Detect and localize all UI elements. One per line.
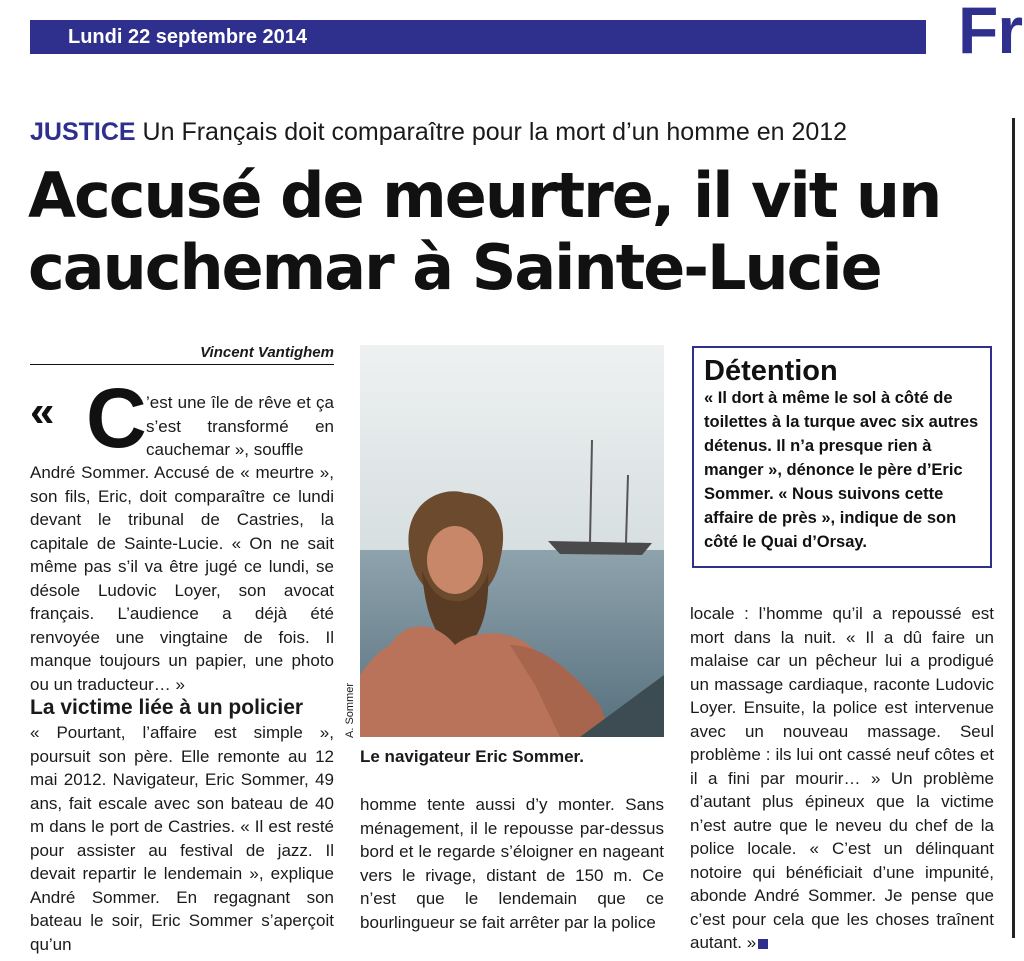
photo-credit: A. Sommer — [344, 682, 356, 738]
sidebar-title: Détention — [704, 355, 838, 387]
issue-date: Lundi 22 septembre 2014 — [68, 26, 307, 48]
kicker-text: Un Français doit comparaître pour la mort d’un homme en 2012 — [142, 118, 848, 146]
photo-caption: Le navigateur Eric Sommer. — [360, 747, 584, 766]
kicker — [30, 114, 847, 150]
byline: Vincent Vantighem — [200, 344, 334, 361]
column-rule — [1012, 118, 1015, 938]
byline-rule — [30, 364, 334, 365]
body-paragraph-3 — [690, 602, 994, 955]
subheading: La victime liée à un policier — [30, 696, 304, 719]
end-of-article-mark — [758, 939, 768, 949]
kicker-tag: JUSTICE — [30, 118, 136, 146]
body-paragraph-1: « Pourtant, l’affaire est simple », poursuit son père. Elle remonte au 12 mai 2012. Navigateur, Eric Sommer, 49 ans, fait escale avec son bateau de 40 m dans le port de Castries. « Il est resté pour assister au festival de jazz. Il devait repartir le lendemain », explique André Sommer. En regagnant son bateau le soir, Eric Sommer s’aperçoit qu’un — [30, 723, 334, 954]
body-paragraph-2: homme tente aussi d’y monter. Sans ménagement, il le repousse par-dessus bord et le regarde s’éloigner en nageant vers le rivage, distant de 150 m. Ce n’est que le lendemain que ce bourlingueur se fait arrêter par la police — [360, 795, 664, 932]
intro-paragraph-start: ’est une île de rêve et ça s’est transformé en cauchemar », souffle — [146, 393, 334, 459]
section-title: Fr — [958, 0, 1022, 67]
article-photo — [360, 345, 664, 737]
drop-cap: C — [86, 371, 147, 465]
body-paragraph-3-text: locale : l’homme qu’il a repoussé est mort dans la nuit. « Il a dû faire un malaise car un pêcheur lui a prodigué un massage cardiaque, raconte Ludovic Loyer. Ensuite, la police est intervenue avec un nouveau massage. Seul problème : ils lui ont cassé neuf côtes et il a fini par mourir… » Un problème d’autant plus épineux que la victime n’est autre que le neveu du chef de la police locale. « C’est un délinquant notoire qui bénéficiait d’une impunité, abonde André Sommer. Je pense que c’est pour cela que les choses traînent autant. » — [690, 604, 994, 952]
photo-navigator-illustration — [360, 345, 664, 737]
intro-paragraph: André Sommer. Accusé de « meurtre », son fils, Eric, doit comparaître ce lundi devant le tribunal de Castries, la capitale de Sainte-Lucie. « On ne sait même pas s’il va être jugé ce lundi, se désole Ludovic Loyer, son avocat français. L’audience a déjà été renvoyée une vingtaine de fois. Il manque toujours un papier, une photo ou un traducteur… » — [30, 463, 334, 694]
sidebar-text: « Il dort à même le sol à côté de toilettes à la turque avec six autres détenus. Il n’a presque rien à manger », dénonce le père d’Eric Sommer. « Nous suivons cette affaire de près », indique de son côté le Quai d’Orsay. — [704, 389, 979, 551]
drop-quote-mark: « — [30, 387, 55, 436]
headline: Accusé de meurtre, il vit un cauchemar à Sainte-Lucie — [28, 159, 941, 304]
